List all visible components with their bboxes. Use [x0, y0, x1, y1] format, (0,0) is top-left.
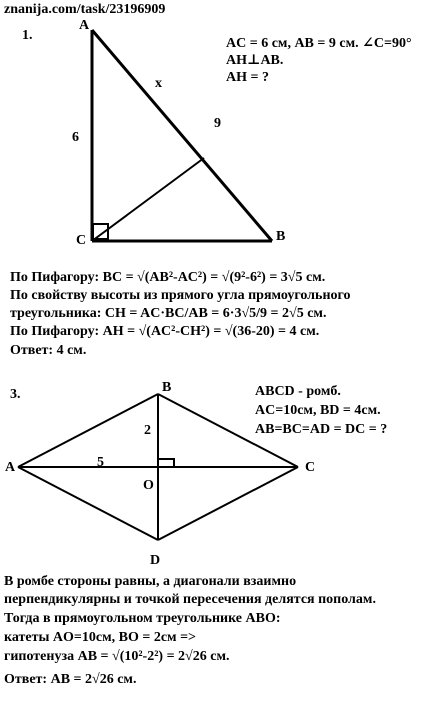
solution-line: По Пифагору: BC = √(AB²-AC²) = √(9²-6²) = 3√5 см. — [10, 270, 326, 285]
solution-line: катеты AO=10см, BO = 2см => — [4, 630, 197, 645]
given-line: AH⊥AB. — [226, 53, 284, 68]
center-o-label: O — [143, 478, 154, 493]
given-line: AC=10см, BD = 4см. — [255, 403, 381, 418]
ao-length-label: 5 — [97, 455, 104, 470]
side-cd — [158, 467, 298, 540]
answer-line: Ответ: AB = 2√26 см. — [4, 672, 137, 687]
side-da — [18, 467, 158, 540]
vertex-a-label: A — [79, 18, 90, 33]
vertex-d-label: D — [150, 553, 161, 568]
vertex-c-label: C — [305, 460, 316, 475]
ac-length-label: 6 — [72, 130, 79, 145]
solution-line: Тогда в прямоугольном треугольнике ABO: — [4, 611, 281, 626]
solution-line: гипотенуза AB = √(10²-2²) = 2√26 см. — [4, 649, 230, 664]
given-line: ABCD - ромб. — [255, 384, 341, 399]
solution-line: В ромбе стороны равны, а диагонали взаимно — [4, 574, 297, 589]
problem1-number: 1. — [22, 28, 33, 43]
answer-line: Ответ: 4 см. — [10, 343, 87, 358]
bo-length-label: 2 — [144, 423, 151, 438]
vertex-a-label: A — [5, 460, 16, 475]
given-line: AC = 6 см, AB = 9 см. ∠C=90° — [226, 36, 412, 51]
vertex-b-label: B — [276, 229, 286, 244]
given-line: AH = ? — [226, 70, 269, 85]
solution-line: треугольника: CH = AC·BC/AB = 6·3√5/9 = 2√5 см. — [10, 306, 327, 321]
given-line: AB=BC=AD = DC = ? — [255, 422, 388, 437]
segment-x-label: x — [155, 76, 162, 91]
side-ab — [18, 394, 158, 467]
solution-line: По Пифагору: AH = √(AC²-CH²) = √(36-20) = 4 см. — [10, 324, 320, 339]
right-angle-mark — [158, 459, 174, 467]
solution-line: перпендикулярны и точкой пересечения делятся пополам. — [4, 592, 376, 607]
source-url: znanija.com/task/23196909 — [4, 2, 166, 17]
ab-length-label: 9 — [214, 116, 221, 131]
vertex-c-label: C — [76, 233, 87, 248]
vertex-b-label: B — [162, 380, 172, 395]
solution-line: По свойству высоты из прямого угла прямоугольного — [10, 288, 351, 303]
problem3-number: 3. — [10, 387, 21, 402]
rhombus-diagram — [0, 370, 444, 570]
